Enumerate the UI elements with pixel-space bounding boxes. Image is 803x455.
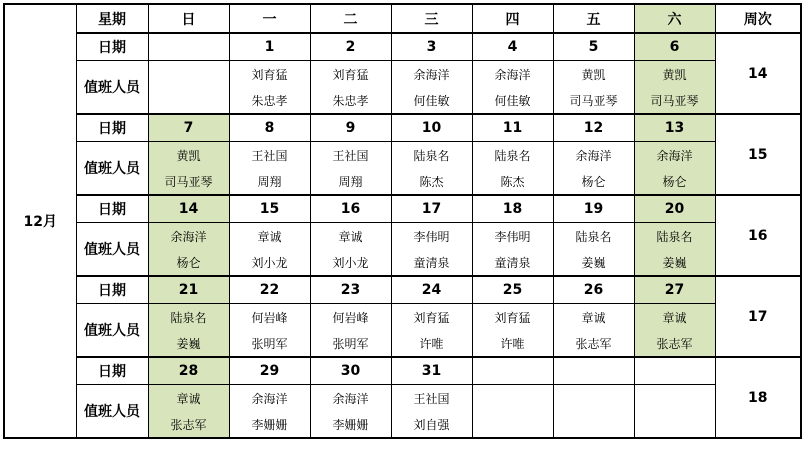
duty-person-cell: 刘自强 (391, 411, 472, 438)
duty-person-cell: 张志军 (553, 330, 634, 357)
duty-person-cell: 余海洋 (472, 61, 553, 88)
duty-person-cell: 童清泉 (391, 249, 472, 276)
date-cell: 7 (148, 114, 229, 142)
date-cell: 31 (391, 357, 472, 385)
date-cell: 15 (229, 195, 310, 223)
duty-person-cell: 杨仑 (634, 168, 715, 195)
date-cell: 22 (229, 276, 310, 304)
date-cell: 21 (148, 276, 229, 304)
date-cell: 30 (310, 357, 391, 385)
duty-person-cell: 李姗姗 (229, 411, 310, 438)
duty-person-cell: 司马亚琴 (634, 87, 715, 114)
duty-person-cell: 章诚 (148, 385, 229, 412)
duty-person-cell: 周翔 (310, 168, 391, 195)
duty-person-cell: 余海洋 (391, 61, 472, 88)
duty-person-cell: 陆泉名 (391, 142, 472, 169)
duty-person-cell: 张明军 (229, 330, 310, 357)
duty-person-cell (148, 87, 229, 114)
duty-person-cell: 余海洋 (553, 142, 634, 169)
date-cell: 3 (391, 33, 472, 61)
duty-row (4, 142, 801, 169)
duty-person-cell: 杨仑 (553, 168, 634, 195)
duty-person-cell: 何岩峰 (229, 304, 310, 331)
date-row-label: 日期 (76, 33, 148, 61)
date-cell: 1 (229, 33, 310, 61)
duty-row-label: 值班人员 (76, 304, 148, 358)
week-number-cell: 18 (715, 357, 801, 438)
duty-person-cell: 司马亚琴 (148, 168, 229, 195)
date-cell: 27 (634, 276, 715, 304)
date-cell: 24 (391, 276, 472, 304)
date-cell: 18 (472, 195, 553, 223)
duty-row (4, 61, 801, 88)
duty-person-cell: 章诚 (634, 304, 715, 331)
duty-row-label: 值班人员 (76, 223, 148, 277)
duty-person-cell (634, 411, 715, 438)
duty-person-cell (148, 61, 229, 88)
duty-person-cell: 李伟明 (391, 223, 472, 250)
week-number-cell: 16 (715, 195, 801, 276)
duty-person-cell (472, 385, 553, 412)
date-cell: 4 (472, 33, 553, 61)
duty-person-cell (553, 385, 634, 412)
duty-person-cell: 刘小龙 (229, 249, 310, 276)
date-cell: 28 (148, 357, 229, 385)
day-header-fri: 五 (553, 4, 634, 33)
duty-person-cell: 刘育猛 (472, 304, 553, 331)
date-cell: 16 (310, 195, 391, 223)
date-cell: 9 (310, 114, 391, 142)
duty-person-cell: 许唯 (472, 330, 553, 357)
date-row-label: 日期 (76, 114, 148, 142)
duty-person-cell: 陆泉名 (472, 142, 553, 169)
day-header-wed: 三 (391, 4, 472, 33)
week-number-cell: 15 (715, 114, 801, 195)
duty-person-cell: 童清泉 (472, 249, 553, 276)
duty-person-cell: 何佳敏 (472, 87, 553, 114)
duty-row (4, 385, 801, 412)
duty-person-cell: 司马亚琴 (553, 87, 634, 114)
duty-person-cell: 黄凯 (553, 61, 634, 88)
day-header-sat: 六 (634, 4, 715, 33)
date-cell: 25 (472, 276, 553, 304)
date-cell: 12 (553, 114, 634, 142)
duty-person-cell: 刘育猛 (310, 61, 391, 88)
date-row (4, 357, 801, 385)
date-cell: 6 (634, 33, 715, 61)
date-cell: 5 (553, 33, 634, 61)
date-cell: 11 (472, 114, 553, 142)
duty-person-cell: 姜巍 (634, 249, 715, 276)
date-cell: 17 (391, 195, 472, 223)
duty-person-cell: 杨仑 (148, 249, 229, 276)
duty-person-cell: 王社国 (391, 385, 472, 412)
month-cell: 12月 (4, 4, 76, 438)
duty-person-cell: 姜巍 (553, 249, 634, 276)
date-row-label: 日期 (76, 357, 148, 385)
date-cell (148, 33, 229, 61)
duty-person-cell: 陆泉名 (553, 223, 634, 250)
duty-person-cell: 朱忠孝 (229, 87, 310, 114)
duty-person-cell: 许唯 (391, 330, 472, 357)
duty-person-cell: 黄凯 (634, 61, 715, 88)
week-number-cell: 17 (715, 276, 801, 357)
duty-person-cell: 陈杰 (391, 168, 472, 195)
date-cell: 23 (310, 276, 391, 304)
duty-person-cell: 余海洋 (148, 223, 229, 250)
duty-person-cell: 章诚 (310, 223, 391, 250)
week-number-cell: 14 (715, 33, 801, 114)
date-cell: 2 (310, 33, 391, 61)
duty-person-cell: 周翔 (229, 168, 310, 195)
header-row (4, 4, 801, 33)
duty-row-label: 值班人员 (76, 61, 148, 115)
duty-row (4, 304, 801, 331)
date-cell (472, 357, 553, 385)
duty-person-cell: 何岩峰 (310, 304, 391, 331)
duty-person-cell: 刘育猛 (229, 61, 310, 88)
duty-person-cell: 余海洋 (229, 385, 310, 412)
date-cell: 26 (553, 276, 634, 304)
date-cell (553, 357, 634, 385)
duty-person-cell: 张志军 (634, 330, 715, 357)
date-row (4, 33, 801, 61)
duty-person-cell: 余海洋 (310, 385, 391, 412)
duty-person-cell: 姜巍 (148, 330, 229, 357)
duty-person-cell (472, 411, 553, 438)
duty-person-cell: 何佳敏 (391, 87, 472, 114)
day-header-sun: 日 (148, 4, 229, 33)
duty-person-cell: 陆泉名 (148, 304, 229, 331)
day-header-tue: 二 (310, 4, 391, 33)
duty-person-cell: 张明军 (310, 330, 391, 357)
duty-person-cell (553, 411, 634, 438)
date-row-label: 日期 (76, 276, 148, 304)
date-row-label: 日期 (76, 195, 148, 223)
duty-person-cell: 朱忠孝 (310, 87, 391, 114)
duty-person-cell: 张志军 (148, 411, 229, 438)
duty-person-cell: 王社国 (310, 142, 391, 169)
day-header-thu: 四 (472, 4, 553, 33)
date-cell: 14 (148, 195, 229, 223)
duty-person-cell: 李姗姗 (310, 411, 391, 438)
duty-person-cell: 李伟明 (472, 223, 553, 250)
duty-person-cell: 章诚 (229, 223, 310, 250)
date-row (4, 276, 801, 304)
duty-row-label: 值班人员 (76, 385, 148, 439)
date-cell: 19 (553, 195, 634, 223)
duty-row-label: 值班人员 (76, 142, 148, 196)
date-cell: 10 (391, 114, 472, 142)
duty-person-cell: 余海洋 (634, 142, 715, 169)
date-cell: 8 (229, 114, 310, 142)
duty-person-cell: 刘育猛 (391, 304, 472, 331)
duty-person-cell: 刘小龙 (310, 249, 391, 276)
duty-person-cell: 章诚 (553, 304, 634, 331)
date-cell: 29 (229, 357, 310, 385)
duty-person-cell (634, 385, 715, 412)
weekday-header-label: 星期 (76, 4, 148, 33)
duty-row (4, 223, 801, 250)
date-cell: 20 (634, 195, 715, 223)
duty-person-cell: 黄凯 (148, 142, 229, 169)
date-row (4, 195, 801, 223)
week-header-label: 周次 (715, 4, 801, 33)
day-header-mon: 一 (229, 4, 310, 33)
date-cell (634, 357, 715, 385)
date-cell: 13 (634, 114, 715, 142)
duty-person-cell: 王社国 (229, 142, 310, 169)
duty-person-cell: 陆泉名 (634, 223, 715, 250)
duty-person-cell: 陈杰 (472, 168, 553, 195)
duty-schedule-table (3, 3, 802, 439)
date-row (4, 114, 801, 142)
